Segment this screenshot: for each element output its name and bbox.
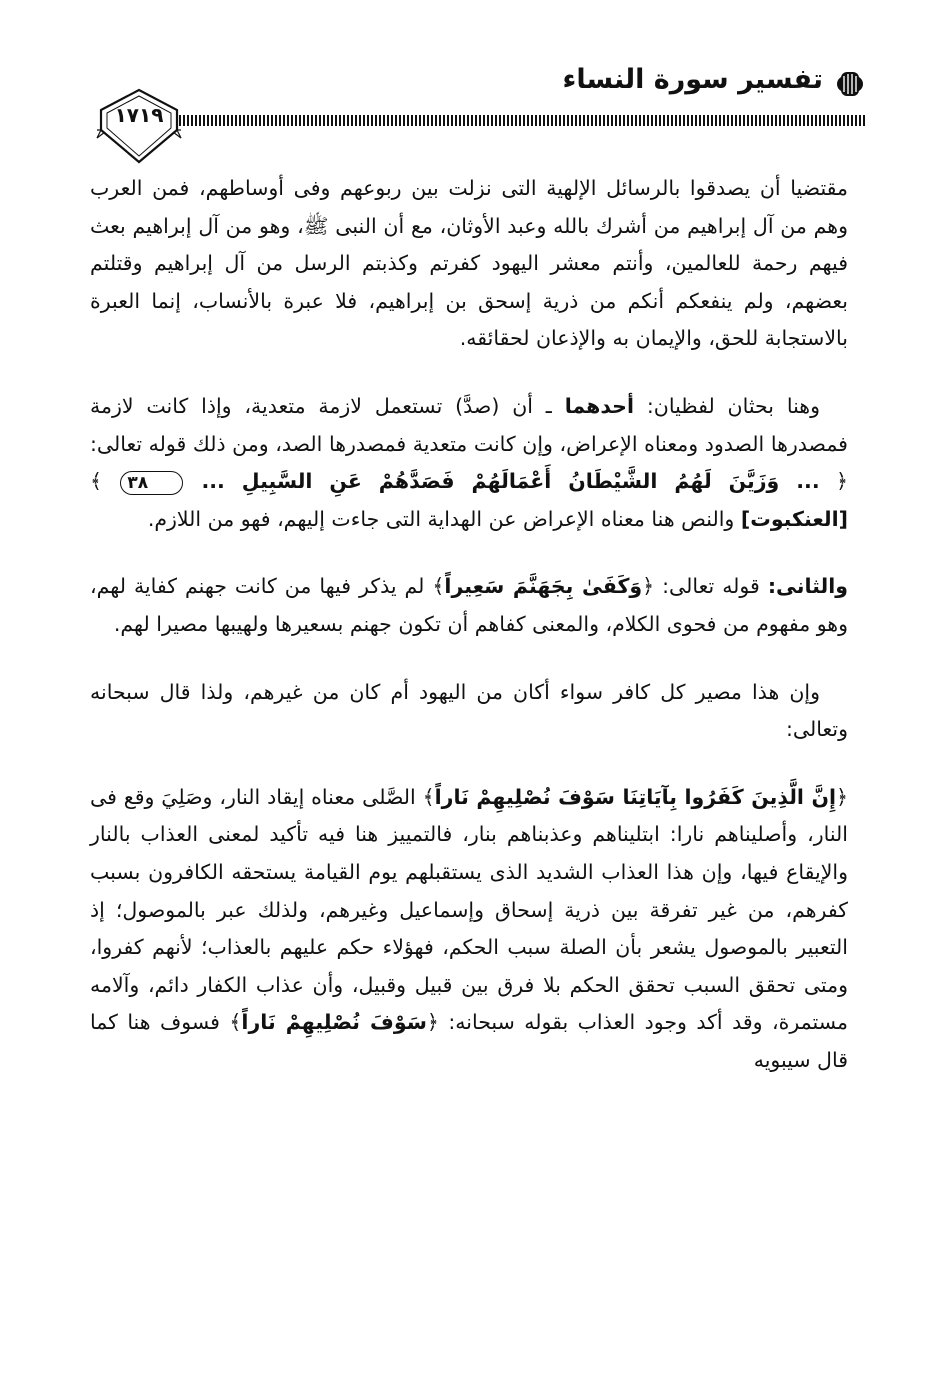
quran-verse: سَوْفَ نُصْلِيهِمْ نَاراً	[241, 1010, 427, 1035]
paragraph-5-text-a: الصَّلى معناه إيقاد النار، وصَلِيَ وقع فى النار، وأصليناهم نارا: ابتليناهم وعذبناهم بنار، فالتمييز هنا فيه تأكيد لمعنى العذاب بالنار والإيقاع فيها، وإن هذا العذاب الشديد الذى يستقبلهم يوم القيامة يستحقه الكافرون بسبب كفرهم، من غير تفرقة بين ذرية إسحاق وإسماعيل وغيرهم، ولذلك عبر بالموصول؛ إذ التعبير بالموصول يشعر بأن الصلة سبب الحكم، فهؤلاء حكم عليهم بالعذاب؛ لأنهم كفروا، ومتى تحقق السبب تحقق الحكم بلا فرق بين قبيل وقبيل، وأن عذاب الكفار دائم، وآلامه مستمرة، وقد أكد وجود العذاب بقوله سبحانه:	[90, 784, 848, 1035]
title-ornament-icon	[835, 68, 865, 98]
paragraph-3-text-a: قوله تعالى:	[654, 574, 768, 599]
paragraph-2-text	[90, 388, 848, 538]
quran-bracket-open: ﴿	[835, 784, 848, 809]
page-number: ١٧١٩	[114, 103, 164, 127]
quran-bracket-open: ﴿	[642, 574, 655, 599]
quran-bracket-close: ﴾	[90, 469, 119, 494]
paragraph-2-intro: وهنا بحثان لفظيان:	[634, 393, 820, 418]
quran-bracket-open: ﴿	[819, 469, 848, 494]
page-content	[90, 170, 848, 1109]
paragraph-3-lead: والثانى:	[767, 574, 848, 599]
paragraph-5-text	[90, 779, 848, 1080]
paragraph-5-text-b: فسوف هنا كما قال سيبويه	[90, 1010, 848, 1072]
paragraph-1-text: مقتضيا أن يصدقوا بالرسائل الإلهية التى نزلت بين ربوعهم وفى أوساطهم، فمن العرب وهم من آل إبراهيم من أشرك بالله وعبد الأوثان، مع أن النبى ﷺ، وهو من آل إبراهيم بعث فيهم رحمة للعالمين، وأنتم معشر اليهود كفرتم وكذبتم الرسل من آل إبراهيم وقتلتم بعضهم، ولم ينفعكم أنكم من ذرية إسحق بن إبراهيم، فلا عبرة بالأنساب، إنما العبرة بالاستجابة للحق، والإيمان به والإذعان لحقائقه.	[90, 176, 848, 351]
header-rule	[175, 115, 865, 126]
quran-bracket-close: ﴾	[422, 784, 435, 809]
quran-verse: إِنَّ الَّذِينَ كَفَرُوا بِآيَاتِنَا سَوْفَ نُصْلِيهِمْ نَاراً	[434, 784, 836, 809]
paragraph-5	[90, 779, 848, 1080]
paragraph-3-text-b: لم يذكر فيها من كانت جهنم كفاية لهم، وهو مفهوم من فحوى الكلام، والمعنى كفاهم أن تكون جهنم بسعيرها ولهيبها مصيرا لهم.	[90, 574, 848, 636]
quran-bracket-open: ﴿	[426, 1010, 439, 1035]
paragraph-3	[90, 568, 848, 643]
paragraph-3-text	[90, 568, 848, 643]
paragraph-2	[90, 388, 848, 538]
paragraph-2-lead: أحدهما	[564, 393, 634, 418]
quran-bracket-close: ﴾	[229, 1010, 242, 1035]
paragraph-1	[90, 170, 848, 358]
paragraph-4	[90, 674, 848, 749]
quran-bracket-close: ﴾	[432, 574, 445, 599]
book-title: تفسير سورة النساء	[562, 64, 823, 95]
page-header	[95, 58, 865, 168]
quran-verse: ... وَزَيَّنَ لَهُمُ الشَّيْطَانُ أَعْمَالَهُمْ فَصَدَّهُمْ عَنِ السَّبِيلِ ...	[201, 469, 820, 494]
surah-reference: [العنكبوت]	[740, 506, 848, 531]
paragraph-4-text: وإن هذا مصير كل كافر سواء أكان من اليهود أم كان من غيرهم، ولذا قال سبحانه وتعالى:	[90, 679, 848, 742]
ayah-number-badge: ٣٨	[120, 471, 183, 495]
paragraph-2-text-b: والنص هنا معناه الإعراض عن الهداية التى جاءت إليهم، فهو من اللازم.	[147, 506, 741, 531]
quran-verse: وَكَفَىٰ بِجَهَنَّمَ سَعِيراً	[444, 574, 643, 599]
paragraph-2-text-a: ـ أن (صدَّ) تستعمل لازمة متعدية، وإذا كانت لازمة فمصدرها الصدود ومعناه الإعراض، وإن كانت متعدية فمصدرها الصد، ومن ذلك قوله تعالى:	[90, 393, 848, 456]
